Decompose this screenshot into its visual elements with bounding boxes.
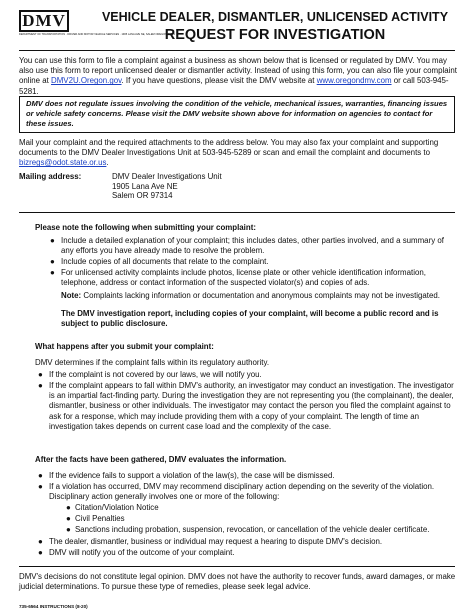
- intro-text-1: You can use this form to file a complaint against a business as shown below that is licensed or regulated by DMV. You may also use this form to report unlicensed dealer or dismantler activity. Instead of using this form, you can also file your complaint online at: [19, 56, 457, 86]
- mailing-address-label: Mailing address:: [19, 172, 82, 181]
- intro-text-2: . If you have questions, please visit the DMV website at: [121, 76, 317, 86]
- mail-text-end: .: [106, 158, 109, 168]
- public-record-notice: The DMV investigation report, including copies of your complaint, will become a public record and is subject to public disclosure.: [61, 308, 439, 328]
- list-item-text: Include a detailed explanation of your complaint; this includes dates, other parties involved, and a summary of any efforts you have already made to resolve the problem.: [61, 236, 444, 256]
- intro-text-3: or call 503-945-5281.: [19, 76, 449, 96]
- list-item-text: DMV will notify you of the outcome of your complaint.: [49, 547, 235, 557]
- footer-disclaimer: DMV's decisions do not constitute legal opinion. DMV does not have the authority to recover funds, award damages, or make judicial determinations. To pursue these type of remedies, please seek legal advice.: [19, 572, 456, 592]
- notice-text: DMV does not regulate issues involving the condition of the vehicle, mechanical issues, warranties, financing issues or vehicle safety concerns. Please visit the DMV website shown above for information on agencies to contact for these issues.: [26, 99, 448, 128]
- list-item: [35, 537, 455, 547]
- bullet-icon: ●: [50, 236, 55, 245]
- list-item: [35, 381, 455, 431]
- sub-list-item-text: Citation/Violation Notice: [75, 503, 159, 513]
- address-line: Salem OR 97314: [112, 191, 173, 200]
- after-submit-section: [35, 342, 455, 433]
- dmv2u-link[interactable]: DMV2U.Oregon.gov: [51, 76, 122, 86]
- sub-list-item: [63, 514, 455, 524]
- bullet-icon: ●: [50, 257, 55, 267]
- list-item-text: If the complaint is not covered by our laws, we will notify you.: [49, 370, 262, 380]
- bullet-icon: ●: [38, 547, 43, 557]
- form-number: 735-6564 INSTRUCTIONS (8-20): [19, 604, 88, 609]
- form-title-line2: REQUEST FOR INVESTIGATION: [164, 27, 386, 43]
- list-item-text: For unlicensed activity complaints include photos, license plate or other vehicle identification information, telephone, address or contact information of the suspected violator(s) and copies of ads.: [61, 268, 426, 288]
- bullet-icon: ●: [66, 525, 71, 535]
- intro-paragraph: [19, 56, 459, 97]
- list-item-text: If the evidence fails to support a violation of the law(s), the case will be dismissed.: [49, 471, 335, 480]
- oregondmv-link[interactable]: www.oregondmv.com: [316, 76, 392, 86]
- note-text: Complaints lacking information or documentation and anonymous complaints may not be investigated.: [81, 291, 440, 301]
- bullet-icon: ●: [66, 503, 71, 513]
- notice-box: [19, 96, 455, 133]
- footer-divider: [19, 566, 455, 567]
- sub-list-item: [63, 503, 455, 513]
- list-item-text: If the complaint appears to fall within DMV's authority, an investigator may conduct an investigation. The investigator is an impartial fact-finding party. During the investigation they are not representing you (the complainant), the dealer, dismantler, business or other individuals. The investigator may contact the person you filed the complaint against to ask for a response, which may include providing them with a copy of your complaint. The length of time an investigation takes depends on current case load and the complexity of the case.: [49, 381, 454, 431]
- note-label: Note:: [61, 291, 82, 301]
- address-line: 1905 Lana Ave NE: [112, 181, 178, 191]
- list-item: [35, 370, 455, 380]
- list-item: [47, 268, 455, 288]
- mail-paragraph: [19, 138, 459, 169]
- header-divider: [19, 50, 455, 51]
- bullet-icon: ●: [38, 471, 43, 480]
- dmv-logo-mark: DMV: [19, 10, 69, 32]
- form-title-line1: VEHICLE DEALER, DISMANTLER, UNLICENSED ACTIVITY: [101, 10, 449, 24]
- after-submit-heading: What happens after you submit your complaint:: [35, 342, 214, 351]
- bullet-icon: ●: [38, 370, 43, 380]
- after-facts-section: [35, 455, 455, 559]
- after-facts-list: [35, 471, 455, 558]
- dmv-logo: [19, 10, 175, 47]
- bullet-icon: ●: [38, 482, 43, 492]
- submitting-heading: Please note the following when submitting your complaint:: [35, 223, 256, 232]
- sub-list-item-text: Civil Penalties: [75, 514, 125, 524]
- address-line: DMV Dealer Investigations Unit: [112, 172, 222, 181]
- sub-list-item-text: Sanctions including probation, suspension, revocation, or cancellation of the vehicle dealer certificate.: [75, 525, 430, 535]
- after-submit-list: [35, 370, 455, 432]
- after-facts-heading: After the facts have been gathered, DMV evaluates the information.: [35, 455, 287, 464]
- after-submit-intro: DMV determines if the complaint falls within its regulatory authority.: [35, 358, 270, 367]
- sub-list-item: [63, 525, 455, 535]
- section-divider: [19, 212, 455, 213]
- list-item: [35, 471, 455, 481]
- disciplinary-action-list: [49, 503, 455, 535]
- mail-text: Mail your complaint and the required attachments to the address below. You may also fax your complaint and supporting documents to the DMV Dealer Investigations Unit at 503-945-5289 or scan and email the complaint and documents to: [19, 138, 439, 158]
- mailing-address: [112, 172, 222, 201]
- bullet-icon: ●: [66, 514, 71, 524]
- list-item: [47, 257, 455, 267]
- list-item-text: If a violation has occurred, DMV may recommend disciplinary action depending on the severity of the violation. Disciplinary action generally involves one or more of the following:: [49, 482, 435, 502]
- submitting-section: [35, 223, 455, 329]
- bullet-icon: ●: [38, 536, 43, 546]
- bullet-icon: ●: [38, 381, 43, 391]
- submitting-list: [47, 236, 455, 288]
- list-item: [35, 548, 455, 558]
- bullet-icon: ●: [50, 268, 55, 278]
- email-link[interactable]: bizregs@odot.state.or.us: [19, 158, 107, 168]
- list-item-text: Include copies of all documents that relate to the complaint.: [61, 257, 269, 267]
- list-item-text: The dealer, dismantler, business or individual may request a hearing to dispute DMV's decision.: [49, 536, 383, 546]
- list-item: [47, 236, 455, 256]
- list-item: [35, 482, 455, 535]
- note-paragraph: [61, 291, 455, 301]
- dmv-logo-subtext: DEPARTMENT OF TRANSPORTATION · DRIVER AND MOTOR VEHICLE SERVICES · 1905 LANA AVE NE, SALEM OREGON 97314: [19, 33, 175, 36]
